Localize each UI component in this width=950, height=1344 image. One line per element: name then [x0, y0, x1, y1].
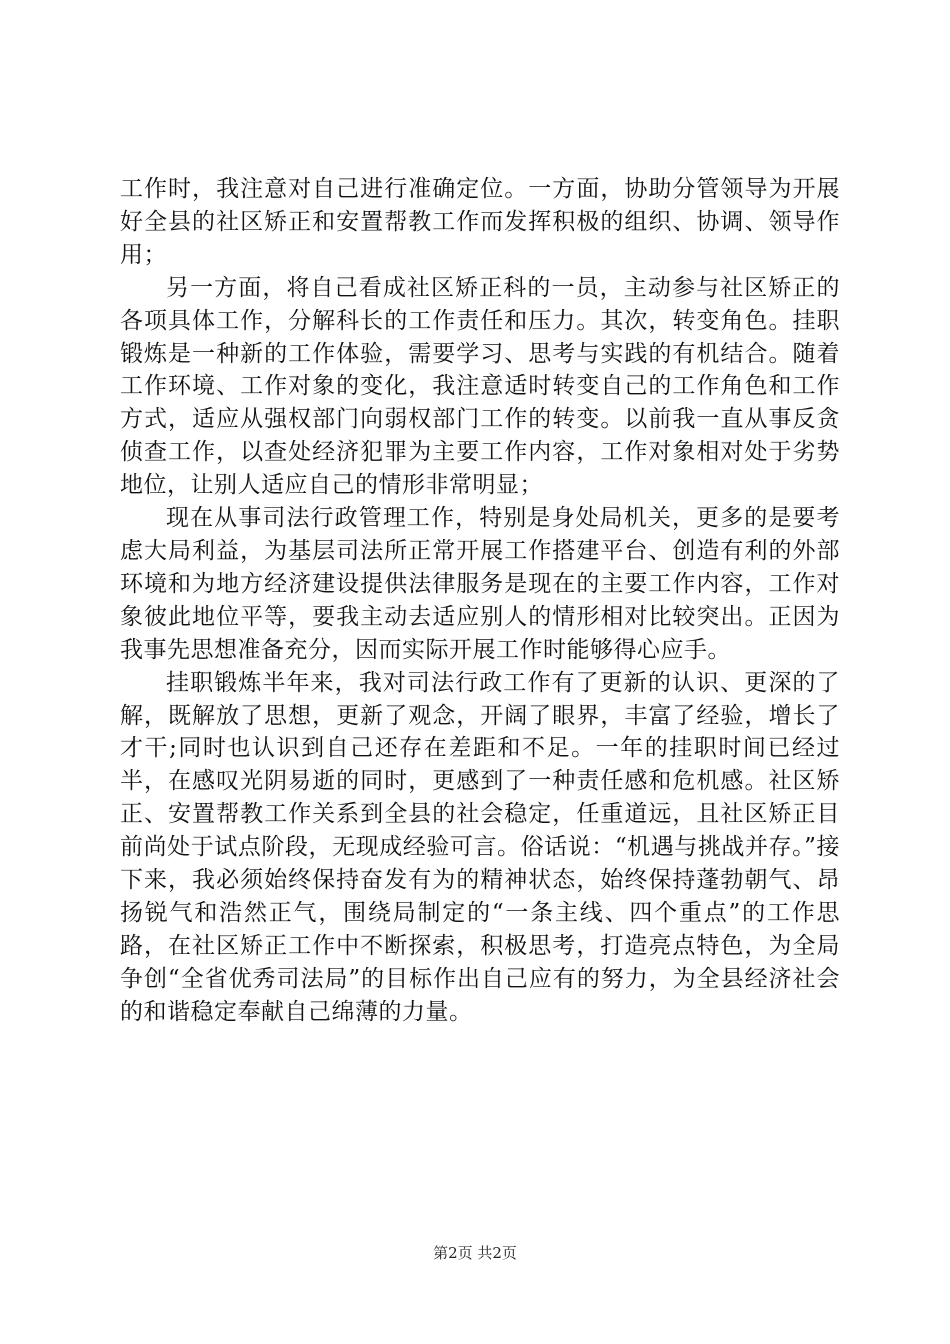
paragraph: 现在从事司法行政管理工作，特别是身处局机关，更多的是要考虑大局利益，为基层司法所正常开展工作搭建平台、创造有利的外部环境和为地方经济建设提供法律服务是现在的主要工作内容，工作对象彼此地位平等，要我主动去适应别人的情形相对比较突出。正因为我事先思想准备充分，因而实际开展工作时能够得心应手。	[120, 505, 840, 663]
document-body	[120, 173, 840, 1029]
paragraph: 挂职锻炼半年来，我对司法行政工作有了更新的认识、更深的了解，既解放了思想，更新了观念，开阔了眼界，丰富了经验，增长了才干;同时也认识到自己还存在差距和不足。一年的挂职时间已经过半，在感叹光阴易逝的同时，更感到了一种责任感和危机感。社区矫正、安置帮教工作关系到全县的社会稳定，任重道远，且社区矫正目前尚处于试点阶段，无现成经验可言。俗话说：“机遇与挑战并存。”接下来，我必须始终保持奋发有为的精神状态，始终保持蓬勃朝气、昂扬锐气和浩然正气，围绕局制定的“一条主线、四个重点”的工作思路，在社区矫正工作中不断探索，积极思考，打造亮点特色，为全局争创“全省优秀司法局”的目标作出自己应有的努力，为全县经济社会的和谐稳定奉献自己绵薄的力量。	[120, 669, 840, 1025]
paragraph: 另一方面，将自己看成社区矫正科的一员，主动参与社区矫正的各项具体工作，分解科长的工作责任和压力。其次，转变角色。挂职锻炼是一种新的工作体验，需要学习、思考与实践的有机结合。随着工作环境、工作对象的变化，我注意适时转变自己的工作角色和工作方式，适应从强权部门向弱权部门工作的转变。以前我一直从事反贪侦查工作，以查处经济犯罪为主要工作内容，工作对象相对处于劣势地位，让别人适应自己的情形非常明显；	[120, 274, 840, 499]
paragraph: 工作时，我注意对自己进行准确定位。一方面，协助分管领导为开展好全县的社区矫正和安置帮教工作而发挥积极的组织、协调、领导作用；	[120, 176, 840, 268]
page-footer: 第2页 共2页	[433, 1244, 517, 1262]
